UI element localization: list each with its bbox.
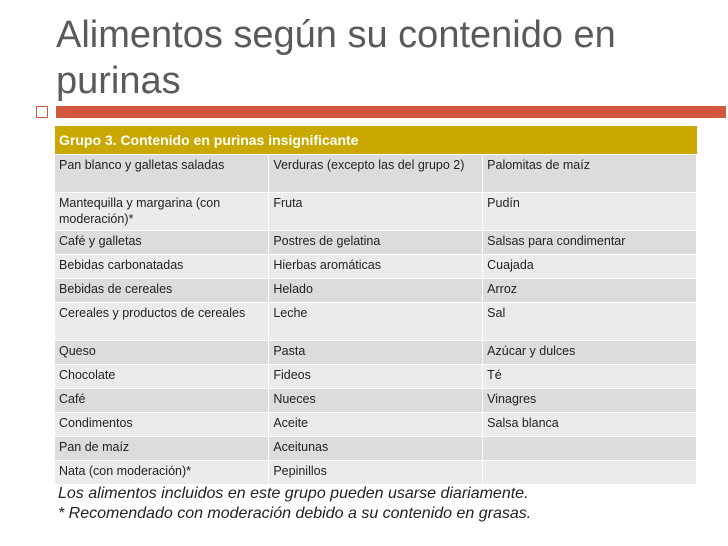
table-cell: Mantequilla y margarina (con moderación)* [55, 193, 269, 231]
table-row [55, 461, 697, 485]
table-cell: Pan blanco y galletas saladas [55, 155, 269, 193]
table-cell: Condimentos [55, 413, 269, 437]
table-cell: Palomitas de maíz [483, 155, 697, 193]
accent-bar [56, 106, 726, 118]
table-cell: Bebidas carbonatadas [55, 255, 269, 279]
table-cell: Nueces [269, 389, 483, 413]
table-row [55, 303, 697, 341]
table-row [55, 389, 697, 413]
table-cell: Aceitunas [269, 437, 483, 461]
table-cell: Hierbas aromáticas [269, 255, 483, 279]
purine-table [55, 126, 697, 485]
table-row [55, 365, 697, 389]
table-cell: Café y galletas [55, 231, 269, 255]
table-cell: Arroz [483, 279, 697, 303]
slide-title: Alimentos según su contenido en purinas [56, 14, 616, 102]
table-cell: Café [55, 389, 269, 413]
table-cell: Queso [55, 341, 269, 365]
table-row [55, 279, 697, 303]
table-row [55, 231, 697, 255]
table-row [55, 341, 697, 365]
table-header: Grupo 3. Contenido en purinas insignificante [55, 126, 697, 155]
table-cell: Sal [483, 303, 697, 341]
table-cell [483, 437, 697, 461]
footnote-line-2: * Recomendado con moderación debido a su contenido en grasas. [58, 505, 532, 522]
table-cell: Cereales y productos de cereales [55, 303, 269, 341]
footnote-line-1: Los alimentos incluidos en este grupo pueden usarse diariamente. [58, 485, 529, 502]
table-cell: Cuajada [483, 255, 697, 279]
table-cell: Salsa blanca [483, 413, 697, 437]
table-body [55, 155, 697, 485]
table-row [55, 413, 697, 437]
table-cell: Leche [269, 303, 483, 341]
table-cell: Verduras (excepto las del grupo 2) [269, 155, 483, 193]
purine-table-container [55, 126, 697, 485]
table-row [55, 193, 697, 231]
table-cell: Helado [269, 279, 483, 303]
table-cell: Postres de gelatina [269, 231, 483, 255]
table-row [55, 155, 697, 193]
table-cell: Chocolate [55, 365, 269, 389]
table-cell: Fruta [269, 193, 483, 231]
table-cell: Aceite [269, 413, 483, 437]
table-cell: Fideos [269, 365, 483, 389]
footnote [58, 484, 718, 524]
table-cell: Vinagres [483, 389, 697, 413]
table-row [55, 437, 697, 461]
table-cell: Té [483, 365, 697, 389]
table-cell: Salsas para condimentar [483, 231, 697, 255]
table-cell: Nata (con moderación)* [55, 461, 269, 485]
table-cell: Pan de maíz [55, 437, 269, 461]
table-cell [483, 461, 697, 485]
table-cell: Azúcar y dulces [483, 341, 697, 365]
table-row [55, 255, 697, 279]
table-cell: Bebidas de cereales [55, 279, 269, 303]
table-cell: Pudín [483, 193, 697, 231]
table-cell: Pasta [269, 341, 483, 365]
accent-square [36, 106, 48, 118]
table-cell: Pepinillos [269, 461, 483, 485]
